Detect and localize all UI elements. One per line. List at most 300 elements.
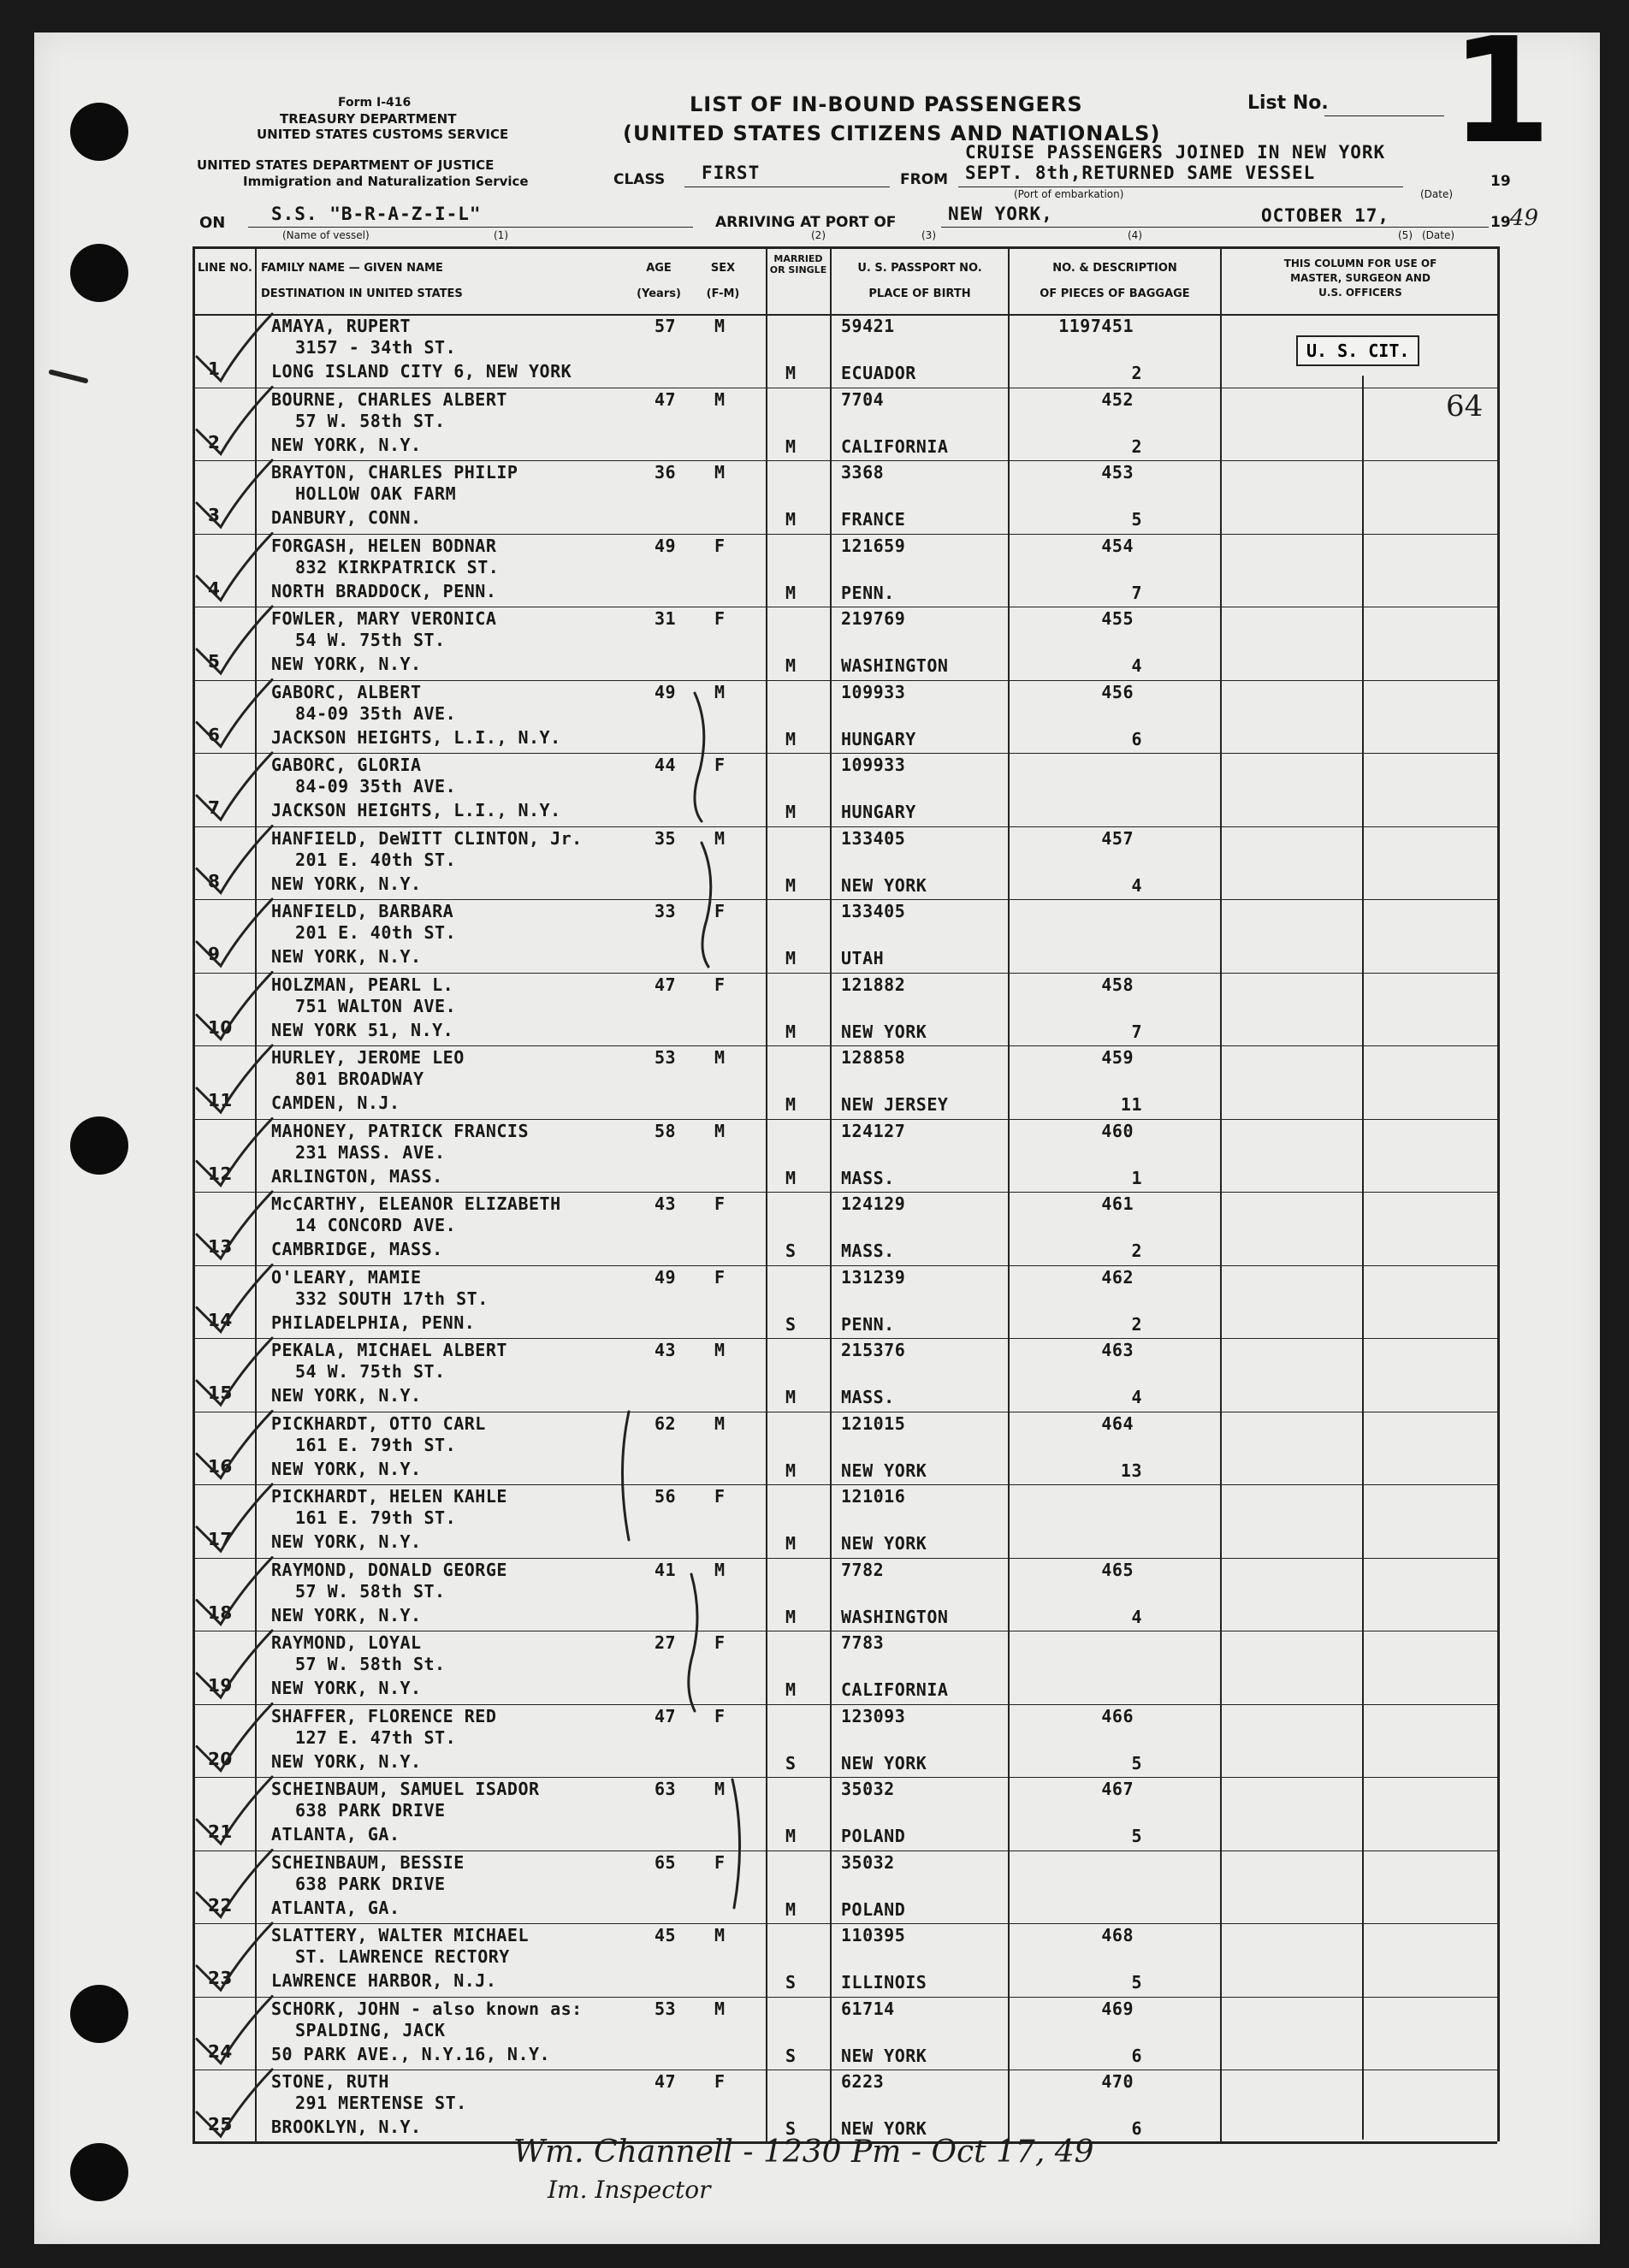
passenger-name: RAYMOND, LOYAL <box>271 1632 422 1653</box>
port-embark-caption: (Port of embarkation) <box>1014 188 1124 200</box>
baggage-count: 463 <box>1101 1340 1134 1360</box>
check-mark <box>197 753 272 820</box>
address-line-1: 332 SOUTH 17th ST. <box>295 1288 489 1309</box>
address-line-2: NEW YORK, N.Y. <box>271 1750 422 1772</box>
address-line-2: CAMDEN, N.J. <box>271 1093 400 1113</box>
passport-number: 121659 <box>841 535 906 556</box>
sex-cell: M <box>714 1047 726 1068</box>
baggage-count: 454 <box>1101 535 1134 556</box>
address-line-1: SPALDING, JACK <box>295 2019 446 2040</box>
ins-label: Immigration and Naturalization Service <box>243 174 529 189</box>
sex-cell: F <box>714 1486 726 1507</box>
arrival-year: 49 <box>1510 205 1539 231</box>
age-cell: 35 <box>655 827 677 849</box>
family-bracket-hanfield <box>702 843 711 967</box>
marital-status-cell: M <box>785 1898 797 1920</box>
marital-status-cell: S <box>785 1972 797 1993</box>
check-mark <box>197 460 272 527</box>
baggage-pieces: 2 <box>1131 363 1142 383</box>
check-mark <box>197 899 272 966</box>
baggage-pieces: 5 <box>1131 509 1142 530</box>
check-mark <box>197 1338 272 1405</box>
sex-cell: F <box>714 1851 726 1873</box>
baggage-count: 468 <box>1101 1925 1134 1945</box>
passport-number: 7783 <box>841 1632 885 1653</box>
us-citizen-stamp: U. S. CIT. <box>1296 335 1419 366</box>
baggage-count: 453 <box>1101 462 1134 483</box>
check-mark <box>197 1558 272 1625</box>
baggage-pieces: 11 <box>1120 1094 1142 1115</box>
passenger-name: HOLZMAN, PEARL L. <box>271 974 454 995</box>
form-number: Form I-416 <box>338 96 412 110</box>
passenger-name: RAYMOND, DONALD GEORGE <box>271 1559 507 1580</box>
address-line-1: 54 W. 75th ST. <box>295 630 446 650</box>
inspector-signature: Wm. Channell - 1230 Pm - Oct 17, 49 <box>513 2135 1094 2170</box>
address-line-1: 161 E. 79th ST. <box>295 1434 457 1455</box>
list-no-label: List No. <box>1247 92 1329 114</box>
year-prefix: 19 <box>1490 214 1511 231</box>
line-number: 17 <box>208 1529 233 1549</box>
baggage-count: 469 <box>1101 1998 1134 2019</box>
address-line-2: PHILADELPHIA, PENN. <box>271 1312 476 1333</box>
check-mark <box>197 826 272 893</box>
passenger-name: SHAFFER, FLORENCE RED <box>271 1705 497 1726</box>
baggage-count: 464 <box>1101 1412 1134 1434</box>
line-number: 18 <box>208 1602 233 1623</box>
address-line-2: NEW YORK, N.Y. <box>271 434 422 455</box>
line-number: 20 <box>208 1748 233 1769</box>
check-mark <box>197 1265 272 1332</box>
baggage-count: 466 <box>1101 1705 1134 1726</box>
baggage-count: 456 <box>1101 681 1134 702</box>
marital-status-cell: M <box>785 948 797 968</box>
col-header-married: MARRIED OR SINGLE <box>769 253 827 275</box>
age-cell: 47 <box>655 388 677 410</box>
check-mark <box>197 1997 272 2064</box>
sex-cell: F <box>714 755 726 775</box>
baggage-pieces: 7 <box>1131 1021 1142 1042</box>
sex-cell: M <box>714 1340 726 1360</box>
arrival-port: NEW YORK, <box>948 204 1053 224</box>
passport-number: 121015 <box>841 1412 906 1434</box>
marital-status-cell: M <box>785 582 797 603</box>
check-mark <box>197 1045 272 1112</box>
baggage-count: 455 <box>1101 608 1134 629</box>
address-line-1: HOLLOW OAK FARM <box>295 483 457 504</box>
address-line-1: 832 KIRKPATRICK ST. <box>295 556 500 577</box>
passport-number: 7704 <box>841 388 885 410</box>
footnote-3: (3) <box>921 229 936 241</box>
col-header-baggage: NO. & DESCRIPTION OF PIECES OF BAGGAGE <box>1040 262 1190 300</box>
passport-number: 109933 <box>841 755 906 775</box>
address-line-1: 84-09 35th AVE. <box>295 702 457 724</box>
address-line-1: 201 E. 40th ST. <box>295 922 457 943</box>
passport-number: 59421 <box>841 316 895 336</box>
baggage-pieces: 4 <box>1131 1387 1142 1407</box>
marital-status-cell: M <box>785 1533 797 1554</box>
sex-cell: F <box>714 901 726 921</box>
marital-status-cell: S <box>785 2045 797 2066</box>
sex-cell: M <box>714 316 726 336</box>
passenger-name: SCHEINBAUM, BESSIE <box>271 1851 465 1873</box>
col-header-line: LINE NO. <box>198 262 252 275</box>
address-line-1: 201 E. 40th ST. <box>295 849 457 870</box>
from-label: FROM <box>900 171 949 188</box>
list-number: 1 <box>1450 7 1552 176</box>
line-number: 10 <box>208 1016 233 1038</box>
baggage-pieces: 5 <box>1131 1752 1142 1774</box>
passport-number: 133405 <box>841 827 906 849</box>
passenger-name: STONE, RUTH <box>271 2071 389 2092</box>
sex-cell: M <box>714 1925 726 1945</box>
check-mark <box>197 1119 272 1186</box>
line-number: 2 <box>208 431 221 453</box>
age-cell: 36 <box>655 462 677 483</box>
sex-cell: M <box>714 1998 726 2019</box>
col-header-age: AGE (Years) <box>637 262 681 300</box>
check-mark <box>197 1704 272 1771</box>
arrival-date: OCTOBER 17, <box>1261 205 1390 226</box>
line-number: 11 <box>208 1090 233 1110</box>
baggage-count: 470 <box>1101 2071 1134 2092</box>
passenger-name: PICKHARDT, OTTO CARL <box>271 1412 486 1434</box>
sex-cell: F <box>714 1193 726 1214</box>
col-header-name: FAMILY NAME — GIVEN NAME DESTINATION IN UNITED STATES <box>261 262 463 300</box>
address-line-1: 14 CONCORD AVE. <box>295 1215 457 1235</box>
address-line-2: ATLANTA, GA. <box>271 1824 400 1845</box>
check-mark <box>197 1851 272 1917</box>
age-cell: 57 <box>655 316 677 336</box>
sex-cell: M <box>714 1412 726 1434</box>
passenger-name: HANFIELD, DeWITT CLINTON, Jr. <box>271 827 583 849</box>
line-number: 7 <box>208 797 221 818</box>
address-line-1: ST. LAWRENCE RECTORY <box>295 1946 510 1967</box>
officer-note: 64 <box>1446 389 1484 423</box>
place-of-birth: POLAND <box>841 1898 906 1920</box>
place-of-birth: ILLINOIS <box>841 1972 927 1993</box>
age-cell: 47 <box>655 2071 677 2092</box>
col-header-officials: THIS COLUMN FOR USE OF MASTER, SURGEON AND U.S. OFFICERS <box>1283 258 1437 299</box>
marital-status-cell: M <box>785 1094 797 1115</box>
passenger-name: HANFIELD, BARBARA <box>271 901 454 921</box>
baggage-pieces: 4 <box>1131 874 1142 896</box>
passport-number: 128858 <box>841 1047 906 1068</box>
place-of-birth: HUNGARY <box>841 802 916 822</box>
age-cell: 53 <box>655 1998 677 2019</box>
place-of-birth: CALIFORNIA <box>841 1679 949 1700</box>
vessel-name: S.S. "B-R-A-Z-I-L" <box>271 204 482 224</box>
sex-cell: F <box>714 2071 726 2092</box>
place-of-birth: NEW YORK <box>841 1460 927 1481</box>
address-line-2: NEW YORK, N.Y. <box>271 1458 422 1479</box>
check-mark <box>197 534 272 601</box>
baggage-count: 457 <box>1101 827 1134 849</box>
passport-number: 3368 <box>841 462 885 483</box>
line-number: 24 <box>208 2040 233 2062</box>
col-header-passport: U. S. PASSPORT NO. PLACE OF BIRTH <box>857 262 982 300</box>
place-of-birth: MASS. <box>841 1167 895 1188</box>
line-number: 25 <box>208 2114 233 2135</box>
baggage-pieces: 13 <box>1120 1460 1142 1481</box>
passenger-name: SLATTERY, WALTER MICHAEL <box>271 1925 529 1945</box>
family-bracket-scheinbaum <box>732 1779 740 1908</box>
address-line-2: NEW YORK, N.Y. <box>271 1385 422 1406</box>
passenger-name: AMAYA, RUPERT <box>271 316 412 336</box>
line-number: 5 <box>208 651 221 672</box>
address-line-1: 3157 - 34th ST. <box>295 337 457 358</box>
age-cell: 44 <box>655 755 677 775</box>
year-prefix-top: 19 <box>1490 173 1511 190</box>
place-of-birth: CALIFORNIA <box>841 435 949 457</box>
passport-number: 35032 <box>841 1851 895 1873</box>
place-of-birth: FRANCE <box>841 509 906 530</box>
address-line-2: NEW YORK, N.Y. <box>271 1604 422 1625</box>
baggage-pieces: 7 <box>1131 582 1142 603</box>
passenger-name: McCARTHY, ELEANOR ELIZABETH <box>271 1193 561 1214</box>
passenger-name: BRAYTON, CHARLES PHILIP <box>271 462 518 483</box>
address-line-1: 57 W. 58th St. <box>295 1654 446 1674</box>
age-cell: 47 <box>655 1705 677 1726</box>
check-mark <box>197 1631 272 1697</box>
marital-status-cell: M <box>785 874 797 896</box>
customs-label: UNITED STATES CUSTOMS SERVICE <box>257 127 509 142</box>
line-number: 16 <box>208 1455 233 1477</box>
passenger-name: O'LEARY, MAMIE <box>271 1266 422 1288</box>
baggage-count: 467 <box>1101 1779 1134 1799</box>
sex-cell: M <box>714 1120 726 1141</box>
from-value-1: CRUISE PASSENGERS JOINED IN NEW YORK <box>965 142 1386 163</box>
address-line-2: NORTH BRADDOCK, PENN. <box>271 580 497 601</box>
baggage-count: 462 <box>1101 1266 1134 1288</box>
age-cell: 62 <box>655 1412 677 1434</box>
marital-status-cell: S <box>785 1241 797 1261</box>
marital-status-cell: S <box>785 2118 797 2139</box>
place-of-birth: NEW YORK <box>841 874 927 896</box>
passport-number: 215376 <box>841 1340 906 1360</box>
marital-status-cell: S <box>785 1313 797 1335</box>
address-line-2: JACKSON HEIGHTS, L.I., N.Y. <box>271 726 561 748</box>
inspector-title: Im. Inspector <box>548 2176 711 2204</box>
line-number: 9 <box>208 944 221 964</box>
place-of-birth: NEW JERSEY <box>841 1094 949 1115</box>
age-cell: 43 <box>655 1340 677 1360</box>
treasury-label: TREASURY DEPARTMENT <box>280 111 457 127</box>
address-line-2: ARLINGTON, MASS. <box>271 1165 443 1187</box>
arriving-label: ARRIVING AT PORT OF <box>715 214 897 231</box>
sex-cell: F <box>714 1705 726 1726</box>
address-line-1: 84-09 35th AVE. <box>295 776 457 796</box>
baggage-count: 1197451 <box>1058 316 1134 336</box>
address-line-1: 801 BROADWAY <box>295 1069 424 1089</box>
baggage-pieces: 4 <box>1131 1606 1142 1627</box>
sex-cell: M <box>714 681 726 702</box>
place-of-birth: POLAND <box>841 1826 906 1846</box>
baggage-pieces: 1 <box>1131 1167 1142 1188</box>
sex-cell: M <box>714 1779 726 1799</box>
page-title: LIST OF IN-BOUND PASSENGERS <box>690 92 1083 116</box>
passenger-name: SCHORK, JOHN - also known as: <box>271 1998 583 2019</box>
passport-number: 131239 <box>841 1266 906 1288</box>
check-mark <box>197 1192 272 1258</box>
address-line-1: 231 MASS. AVE. <box>295 1141 446 1163</box>
sex-cell: F <box>714 535 726 556</box>
age-cell: 63 <box>655 1779 677 1799</box>
passport-number: 110395 <box>841 1925 906 1945</box>
passport-number: 6223 <box>841 2071 885 2092</box>
sex-cell: M <box>714 827 726 849</box>
check-mark <box>197 388 272 454</box>
line-number: 14 <box>208 1309 233 1330</box>
address-line-1: 751 WALTON AVE. <box>295 995 457 1016</box>
address-line-1: 638 PARK DRIVE <box>295 1800 446 1821</box>
line-number: 8 <box>208 870 221 891</box>
col-header-sex: SEX (F-M) <box>706 262 740 300</box>
address-line-2: NEW YORK, N.Y. <box>271 654 422 674</box>
justice-label: UNITED STATES DEPARTMENT OF JUSTICE <box>197 157 495 173</box>
check-mark <box>197 314 272 381</box>
baggage-pieces: 6 <box>1131 728 1142 749</box>
baggage-pieces: 6 <box>1131 2118 1142 2139</box>
sex-cell: F <box>714 974 726 995</box>
address-line-2: NEW YORK, N.Y. <box>271 1531 422 1552</box>
vessel-caption: (Name of vessel) <box>282 229 370 241</box>
passport-number: 124129 <box>841 1193 906 1214</box>
marital-status-cell: M <box>785 1387 797 1407</box>
age-cell: 43 <box>655 1193 677 1214</box>
footnote-1: (1) <box>494 229 508 241</box>
passenger-name: SCHEINBAUM, SAMUEL ISADOR <box>271 1779 540 1799</box>
class-label: CLASS <box>613 171 666 188</box>
passenger-name: FORGASH, HELEN BODNAR <box>271 535 497 556</box>
age-cell: 33 <box>655 901 677 921</box>
class-value: FIRST <box>702 163 761 183</box>
check-mark <box>197 973 272 1039</box>
place-of-birth: MASS. <box>841 1241 895 1261</box>
check-mark <box>197 1777 272 1844</box>
baggage-count: 460 <box>1101 1120 1134 1141</box>
address-line-2: ATLANTA, GA. <box>271 1897 400 1918</box>
place-of-birth: MASS. <box>841 1387 895 1407</box>
age-cell: 41 <box>655 1559 677 1580</box>
passport-number: 121882 <box>841 974 906 995</box>
line-number: 12 <box>208 1163 233 1184</box>
age-cell: 56 <box>655 1486 677 1507</box>
passport-number: 109933 <box>841 681 906 702</box>
baggage-count: 452 <box>1101 388 1134 410</box>
place-of-birth: UTAH <box>841 948 885 968</box>
passenger-name: PEKALA, MICHAEL ALBERT <box>271 1340 507 1360</box>
line-number: 22 <box>208 1894 233 1916</box>
baggage-pieces: 2 <box>1131 1313 1142 1335</box>
page-subtitle: (UNITED STATES CITIZENS AND NATIONALS) <box>623 121 1161 145</box>
passenger-name: PICKHARDT, HELEN KAHLE <box>271 1486 507 1507</box>
line-number: 19 <box>208 1675 233 1696</box>
baggage-count: 465 <box>1101 1559 1134 1580</box>
sex-cell: M <box>714 462 726 483</box>
sex-cell: F <box>714 608 726 629</box>
age-cell: 58 <box>655 1120 677 1141</box>
place-of-birth: PENN. <box>841 1313 895 1335</box>
passenger-name: BOURNE, CHARLES ALBERT <box>271 388 507 410</box>
address-line-1: 638 PARK DRIVE <box>295 1873 446 1894</box>
age-cell: 49 <box>655 1266 677 1288</box>
address-line-1: 54 W. 75th ST. <box>295 1361 446 1382</box>
address-line-1: 161 E. 79th ST. <box>295 1507 457 1528</box>
margin-mark <box>51 372 86 381</box>
marital-status-cell: M <box>785 1167 797 1188</box>
marital-status-cell: M <box>785 363 797 383</box>
passport-number: 123093 <box>841 1705 906 1726</box>
passenger-name: FOWLER, MARY VERONICA <box>271 608 497 629</box>
place-of-birth: NEW YORK <box>841 1533 927 1554</box>
place-of-birth: ECUADOR <box>841 363 916 383</box>
check-mark <box>197 607 272 673</box>
check-mark <box>197 680 272 747</box>
marital-status-cell: M <box>785 655 797 676</box>
address-line-2: JACKSON HEIGHTS, L.I., N.Y. <box>271 800 561 820</box>
passenger-name: MAHONEY, PATRICK FRANCIS <box>271 1120 529 1141</box>
marital-status-cell: M <box>785 1826 797 1846</box>
age-cell: 53 <box>655 1047 677 1068</box>
passport-number: 61714 <box>841 1998 895 2019</box>
marital-status-cell: M <box>785 1679 797 1700</box>
line-number: 13 <box>208 1236 233 1257</box>
address-line-1: 291 MERTENSE ST. <box>295 2093 467 2113</box>
age-cell: 49 <box>655 535 677 556</box>
place-of-birth: HUNGARY <box>841 728 916 749</box>
address-line-2: LONG ISLAND CITY 6, NEW YORK <box>271 361 572 382</box>
family-bracket-pickhardt <box>623 1412 630 1540</box>
address-line-2: NEW YORK 51, N.Y. <box>271 1019 454 1040</box>
from-value-2: SEPT. 8th,RETURNED SAME VESSEL <box>965 163 1316 183</box>
address-line-2: LAWRENCE HARBOR, N.J. <box>271 1970 497 1991</box>
address-line-2: NEW YORK, N.Y. <box>271 1678 422 1698</box>
passport-number: 124127 <box>841 1120 906 1141</box>
passport-number: 219769 <box>841 608 906 629</box>
address-line-2: CAMBRIDGE, MASS. <box>271 1239 443 1259</box>
address-line-2: NEW YORK, N.Y. <box>271 946 422 967</box>
footnote-4: (4) <box>1128 229 1142 241</box>
age-cell: 65 <box>655 1851 677 1873</box>
sex-cell: F <box>714 1632 726 1653</box>
marital-status-cell: M <box>785 1460 797 1481</box>
passenger-name: GABORC, GLORIA <box>271 755 422 775</box>
on-label: ON <box>199 214 226 232</box>
age-cell: 49 <box>655 681 677 702</box>
line-number: 1 <box>208 358 221 379</box>
place-of-birth: NEW YORK <box>841 1021 927 1042</box>
sex-cell: M <box>714 1559 726 1580</box>
date-caption-top: (Date) <box>1420 188 1454 200</box>
baggage-pieces: 2 <box>1131 435 1142 457</box>
line-number: 6 <box>208 724 221 745</box>
line-number: 21 <box>208 1821 233 1842</box>
baggage-pieces: 5 <box>1131 1826 1142 1846</box>
baggage-pieces: 6 <box>1131 2045 1142 2066</box>
marital-status-cell: M <box>785 1021 797 1042</box>
marital-status-cell: M <box>785 1606 797 1627</box>
age-cell: 47 <box>655 974 677 995</box>
line-number: 3 <box>208 505 221 525</box>
marital-status-cell: M <box>785 728 797 749</box>
place-of-birth: NEW YORK <box>841 1752 927 1774</box>
address-line-2: BROOKLYN, N.Y. <box>271 2117 422 2137</box>
date-caption: (Date) <box>1422 229 1455 241</box>
family-bracket-raymond <box>689 1574 697 1711</box>
age-cell: 45 <box>655 1925 677 1945</box>
place-of-birth: WASHINGTON <box>841 1606 949 1627</box>
place-of-birth: NEW YORK <box>841 2118 927 2139</box>
